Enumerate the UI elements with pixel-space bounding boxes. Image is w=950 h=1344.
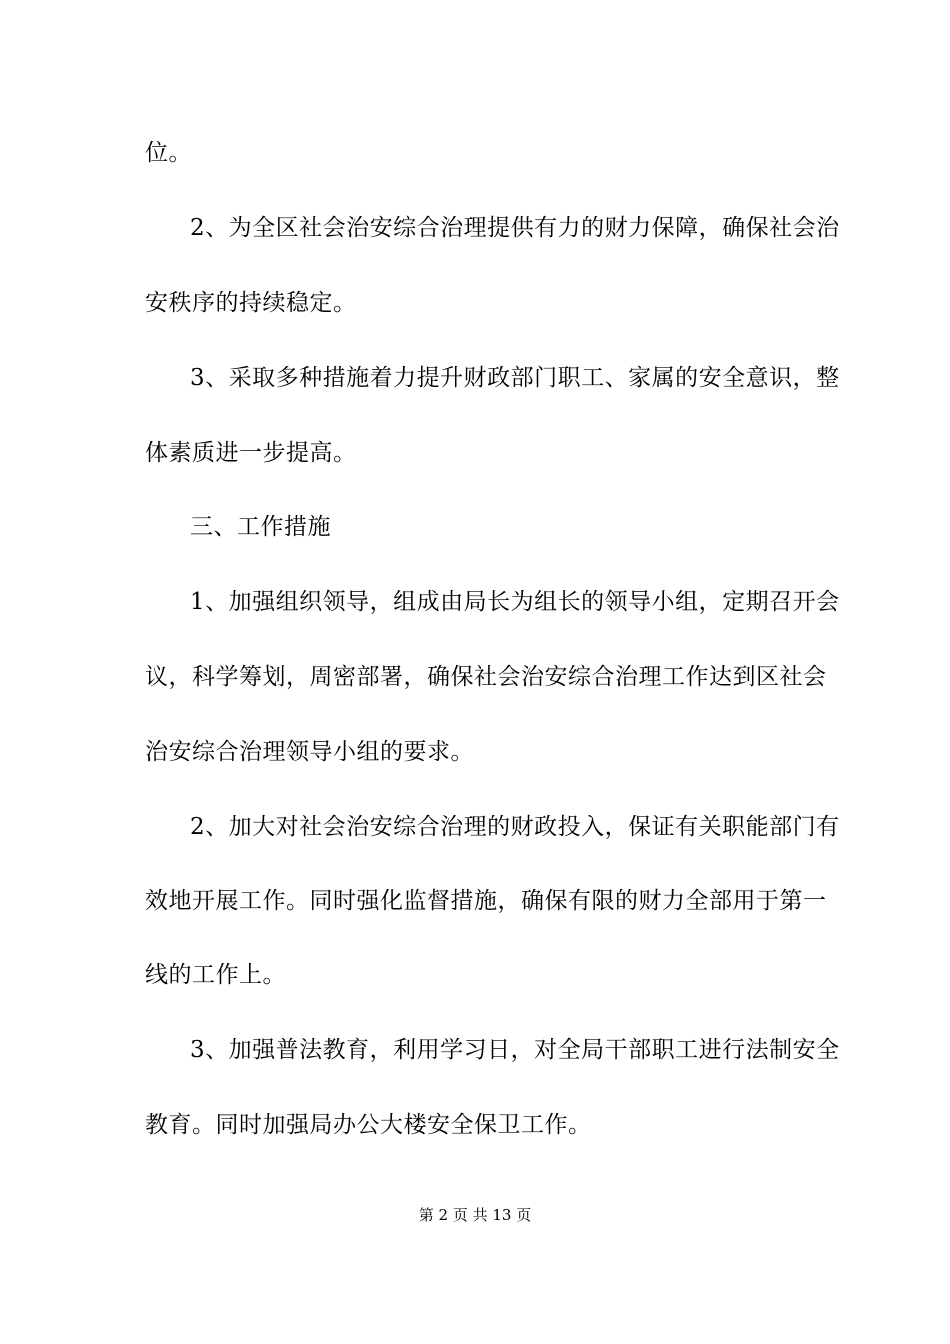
- text-line-2: 2、为全区社会治安综合治理提供有力的财力保障，确保社会治: [190, 215, 840, 241]
- text-line-11: 效地开展工作。同时强化监督措施，确保有限的财力全部用于第一: [145, 888, 827, 914]
- text-line-4: 3、采取多种措施着力提升财政部门职工、家属的安全意识，整: [190, 365, 840, 391]
- text-line-5: 体素质进一步提高。: [145, 440, 357, 466]
- text-line-9: 治安综合治理领导小组的要求。: [145, 739, 474, 765]
- text-line-1: 位。: [145, 140, 192, 166]
- section-heading: 三、工作措施: [190, 514, 331, 540]
- text-line-13: 3、加强普法教育，利用学习日，对全局干部职工进行法制安全: [190, 1037, 840, 1063]
- page-number-footer: 第 2 页 共 13 页: [418, 1206, 532, 1224]
- text-line-7: 1、加强组织领导，组成由局长为组长的领导小组，定期召开会: [190, 589, 840, 615]
- text-line-3: 安秩序的持续稳定。: [145, 290, 357, 316]
- text-line-12: 线的工作上。: [145, 962, 286, 988]
- text-line-14: 教育。同时加强局办公大楼安全保卫工作。: [145, 1112, 592, 1138]
- text-line-8: 议，科学筹划，周密部署，确保社会治安综合治理工作达到区社会: [145, 664, 827, 690]
- text-line-10: 2、加大对社会治安综合治理的财政投入，保证有关职能部门有: [190, 814, 840, 840]
